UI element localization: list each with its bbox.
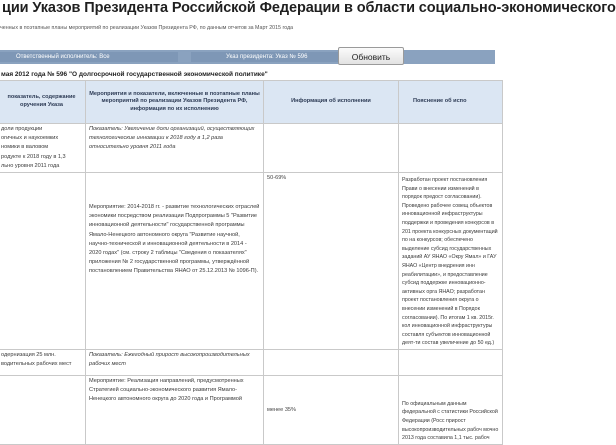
explanation-cell: По официальным данным федеральной с статистики Российской Федерации (Росс прирост высокопроизводительных рабоч мочно 2013 года составила 1,1 тыс. рабоч — [399, 375, 503, 444]
goal-cell — [0, 173, 86, 350]
goal-cell — [0, 375, 86, 444]
goal-cell: одернизация 25 млн. водительных рабочих мест — [0, 349, 86, 375]
section-heading: мая 2012 года № 596 "О долгосрочной государственной экономической политике" — [1, 71, 268, 78]
executor-filter[interactable]: Ответственный исполнитель: Все — [0, 52, 178, 62]
table-row — [0, 173, 503, 350]
explanation-cell: Разработан проект постановления Прави о внесении изменений в порядок предост согласовании). Проведено рабочее совещ объектов инновационной инфраструктуры поддержки и проведения конкурсов в 201 проекта конкурсных документаций по на конкурсов; обеспечено выделение субсид государственных заданий АУ ЯНАО «Окру Ямал» и ГАУ ЯНАО «Центр внедрения инн реабилитации», и предоставление субсид поддержке инновационно-активных орга ЯНАО; разработан проект постановления округа о внесении изменений в Порядок согласовании). По итогам 1 кв. 2015г. кол инновационной инфраструктуры составля субъектов инновационной деят-ти состав увеличение до 50 ед.) — [399, 173, 503, 350]
table-row — [0, 124, 503, 173]
refresh-button[interactable]: Обновить — [338, 47, 404, 65]
activity-cell: Мероприятие: Реализация направлений, предусмотренных Стратегией социально-экономического развития Ямало-Ненецкого автономного округа до 2020 года и Программой — [86, 375, 264, 444]
table-header-row — [0, 81, 503, 124]
filter-bar — [0, 50, 495, 64]
page-subtitle: ченных в поэтапные планы мероприятий по реализации Указов Президента РФ, по данным отчетов за Март 2015 года — [0, 25, 294, 31]
status-cell — [264, 124, 399, 173]
column-header: показатель, содержание оручения Указа — [0, 81, 86, 124]
column-header: Информация об исполнении — [264, 81, 399, 124]
indicator-cell: Показатель: Ежегодный прирост высокопроизводительных рабочих мест — [86, 349, 264, 375]
decree-filter[interactable]: Указ президента: Указ № 596 — [191, 52, 345, 62]
table-row — [0, 375, 503, 444]
status-cell: менее 35% — [264, 375, 399, 444]
explanation-cell — [399, 349, 503, 375]
explanation-cell — [399, 124, 503, 173]
table-row — [0, 349, 503, 375]
status-cell — [264, 349, 399, 375]
page-title: ции Указов Президента Российской Федерации в области социально-экономического — [2, 0, 616, 16]
activity-cell: Мероприятие: 2014-2018 гг. - развитие технологических отраслей экономики посредством реализации Подпрограммы 5 "Развитие инновационной деятельности" государственной программы Ямало-Ненецкого автономного округа "Развитие научной, научно-технической и инновационной деятельности в 2014 - 2020 годах" (см. строку 2 таблицы "Сведения о показателях" приложения № 2 государственной программы, утверждённой постановлением Правительства ЯНАО от 25.12.2013 № 1096-П). — [86, 173, 264, 350]
goal-cell: доли продукции огичных и наукоемких номики в валовом родукте к 2018 году в 1,3 льно уровня 2011 года — [0, 124, 86, 173]
report-table — [0, 80, 503, 445]
column-header: Мероприятия и показатели, включенные в поэтапные планы мероприятий по реализации Указов Президента РФ, информация по их исполнению — [86, 81, 264, 124]
status-cell: 50-69% — [264, 173, 399, 350]
column-header: Пояснение об испо — [399, 81, 503, 124]
indicator-cell: Показатель: Увеличение доли организаций, осуществляющих технологические инновации к 2018 году в 1,2 раза относительно уровня 2011 года — [86, 124, 264, 173]
